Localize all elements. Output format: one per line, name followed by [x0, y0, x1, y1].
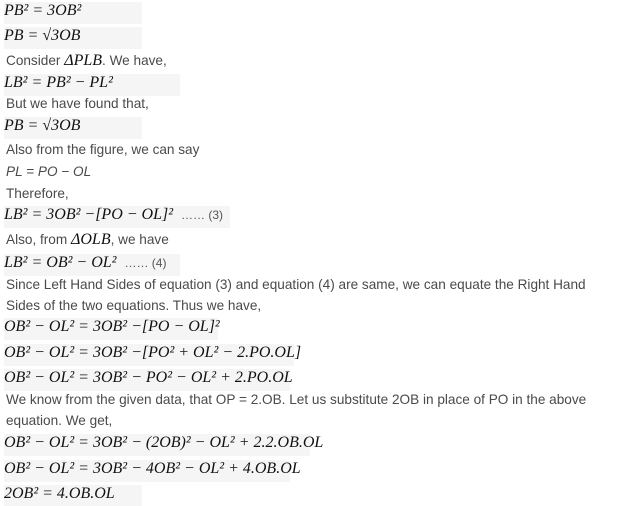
equation-pb-root: PB = √3OB — [4, 27, 142, 49]
therefore-text: Therefore, — [6, 186, 69, 201]
found-text: But we have found that, — [6, 96, 149, 111]
equation-3-body: LB² = 3OB² −[PO − OL]² — [4, 206, 174, 223]
also-from-text — [6, 231, 169, 249]
figure-text: Also from the figure, we can say — [6, 142, 200, 157]
equation-pb-root-repeat: PB = √3OB — [4, 117, 142, 139]
equation-equate: OB² − OL² = 3OB² −[PO − OL]² — [4, 318, 218, 340]
equation-3 — [4, 206, 230, 228]
equation-3-tag: …… (3) — [181, 208, 224, 222]
equation-substitute: OB² − OL² = 3OB² − (2OB)² − OL² + 2.2.OB.OL — [4, 434, 310, 456]
also-from-label: Also, from — [6, 232, 71, 247]
we-get-text: equation. We get, — [6, 413, 113, 428]
we-have-label-2: , we have — [110, 232, 169, 247]
equation-final: 2OB² = 4.OB.OL — [4, 485, 142, 506]
equation-simplify: OB² − OL² = 3OB² − PO² − OL² + 2.PO.OL — [4, 369, 290, 391]
sides-text: Sides of the two equations. Thus we have, — [6, 298, 262, 313]
triangle-plb: ΔPLB — [64, 52, 103, 69]
equation-lb-squared: LB² = PB² − PL² — [4, 74, 180, 96]
given-data-text: We know from the given data, that OP = 2.OB. Let us substitute 2OB in place of PO in the above — [6, 392, 587, 407]
since-text: Since Left Hand Sides of equation (3) and equation (4) are same, we can equate the Right Hand — [6, 277, 586, 292]
equation-reduce: OB² − OL² = 3OB² − 4OB² − OL² + 4.OB.OL — [4, 460, 290, 482]
equation-pb-squared: PB² = 3OB² — [4, 2, 142, 24]
consider-text — [6, 52, 167, 70]
equation-4-tag: …… (4) — [124, 256, 167, 270]
pl-equation-text: PL = PO − OL — [6, 164, 92, 179]
equation-4 — [4, 254, 180, 276]
equation-expand: OB² − OL² = 3OB² −[PO² + OL² − 2.PO.OL] — [4, 344, 294, 366]
we-have-label: . We have, — [102, 53, 167, 68]
consider-label: Consider — [6, 53, 65, 68]
triangle-olb: ΔOLB — [70, 231, 111, 248]
equation-4-body: LB² = OB² − OL² — [4, 254, 117, 271]
